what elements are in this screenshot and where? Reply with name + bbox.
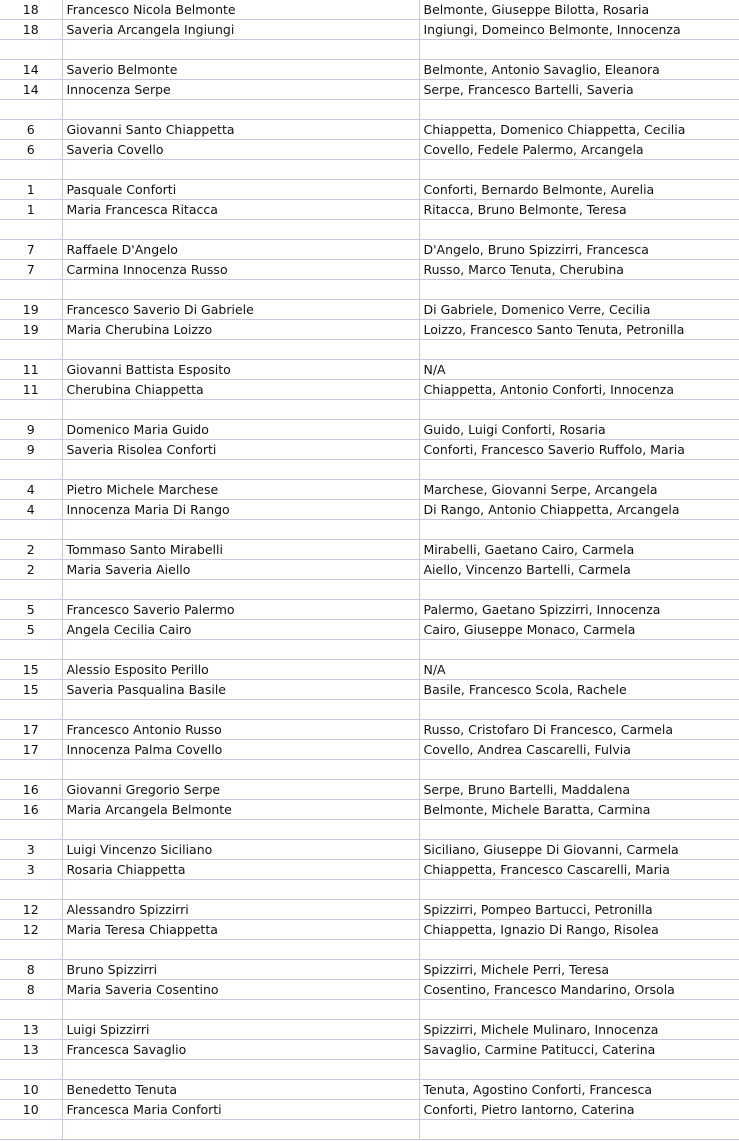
cell-name[interactable]: Francesco Nicola Belmonte <box>62 0 419 20</box>
cell-parents[interactable]: Spizzirri, Michele Perri, Teresa <box>419 960 739 980</box>
cell-parents[interactable]: Conforti, Francesco Saverio Ruffolo, Maria <box>419 440 739 460</box>
table-row <box>0 1100 739 1120</box>
table-row <box>0 340 739 360</box>
cell-number[interactable]: 2 <box>0 540 62 560</box>
cell-name[interactable]: Francesco Saverio Di Gabriele <box>62 300 419 320</box>
table-row <box>0 960 739 980</box>
cell-name[interactable] <box>62 280 419 300</box>
cell-parents[interactable]: Marchese, Giovanni Serpe, Arcangela <box>419 480 739 500</box>
cell-name[interactable] <box>62 520 419 540</box>
table-row <box>0 760 739 780</box>
cell-parents[interactable] <box>419 160 739 180</box>
table-row <box>0 900 739 920</box>
cell-name[interactable] <box>62 940 419 960</box>
cell-number[interactable] <box>0 880 62 900</box>
cell-name[interactable] <box>62 340 419 360</box>
table-row <box>0 420 739 440</box>
cell-name[interactable]: Francesco Saverio Palermo <box>62 600 419 620</box>
cell-number[interactable]: 12 <box>0 900 62 920</box>
cell-parents[interactable] <box>419 880 739 900</box>
cell-number[interactable]: 11 <box>0 360 62 380</box>
cell-number[interactable]: 7 <box>0 260 62 280</box>
cell-name[interactable]: Saveria Arcangela Ingiungi <box>62 20 419 40</box>
cell-name[interactable]: Maria Saveria Cosentino <box>62 980 419 1000</box>
cell-number[interactable] <box>0 820 62 840</box>
table-row <box>0 920 739 940</box>
cell-number[interactable] <box>0 40 62 60</box>
cell-parents[interactable] <box>419 1000 739 1020</box>
cell-number[interactable] <box>0 400 62 420</box>
cell-name[interactable] <box>62 1120 419 1140</box>
cell-number[interactable]: 5 <box>0 600 62 620</box>
cell-parents[interactable]: D'Angelo, Bruno Spizzirri, Francesca <box>419 240 739 260</box>
cell-number[interactable] <box>0 460 62 480</box>
table-row <box>0 580 739 600</box>
cell-name[interactable]: Luigi Vincenzo Siciliano <box>62 840 419 860</box>
cell-name[interactable]: Giovanni Santo Chiappetta <box>62 120 419 140</box>
cell-name[interactable] <box>62 760 419 780</box>
table-row <box>0 120 739 140</box>
cell-number[interactable]: 16 <box>0 780 62 800</box>
cell-name[interactable]: Giovanni Gregorio Serpe <box>62 780 419 800</box>
cell-number[interactable]: 16 <box>0 800 62 820</box>
cell-parents[interactable]: Belmonte, Michele Baratta, Carmina <box>419 800 739 820</box>
table-row <box>0 480 739 500</box>
cell-number[interactable]: 15 <box>0 680 62 700</box>
cell-parents[interactable]: Mirabelli, Gaetano Cairo, Carmela <box>419 540 739 560</box>
cell-parents[interactable]: Spizzirri, Michele Mulinaro, Innocenza <box>419 1020 739 1040</box>
cell-name[interactable]: Innocenza Maria Di Rango <box>62 500 419 520</box>
cell-name[interactable] <box>62 880 419 900</box>
cell-name[interactable] <box>62 700 419 720</box>
cell-name[interactable] <box>62 1060 419 1080</box>
cell-parents[interactable]: Cosentino, Francesco Mandarino, Orsola <box>419 980 739 1000</box>
table-row <box>0 80 739 100</box>
cell-name[interactable]: Alessandro Spizzirri <box>62 900 419 920</box>
cell-name[interactable]: Pietro Michele Marchese <box>62 480 419 500</box>
cell-parents[interactable] <box>419 820 739 840</box>
cell-parents[interactable]: Conforti, Pietro Iantorno, Caterina <box>419 1100 739 1120</box>
cell-name[interactable]: Benedetto Tenuta <box>62 1080 419 1100</box>
cell-number[interactable] <box>0 1060 62 1080</box>
table-row <box>0 380 739 400</box>
cell-name[interactable] <box>62 160 419 180</box>
cell-name[interactable] <box>62 640 419 660</box>
table-row <box>0 1040 739 1060</box>
cell-number[interactable]: 15 <box>0 660 62 680</box>
table-row <box>0 880 739 900</box>
table-row <box>0 640 739 660</box>
cell-parents[interactable]: Chiappetta, Francesco Cascarelli, Maria <box>419 860 739 880</box>
cell-number[interactable] <box>0 160 62 180</box>
cell-number[interactable]: 19 <box>0 300 62 320</box>
cell-parents[interactable] <box>419 340 739 360</box>
cell-parents[interactable]: Covello, Fedele Palermo, Arcangela <box>419 140 739 160</box>
table-row <box>0 1000 739 1020</box>
table-row <box>0 1060 739 1080</box>
cell-number[interactable]: 13 <box>0 1040 62 1060</box>
cell-parents[interactable]: Chiappetta, Antonio Conforti, Innocenza <box>419 380 739 400</box>
cell-name[interactable]: Luigi Spizzirri <box>62 1020 419 1040</box>
table-row <box>0 140 739 160</box>
cell-name[interactable]: Pasquale Conforti <box>62 180 419 200</box>
cell-number[interactable] <box>0 220 62 240</box>
cell-name[interactable]: Raffaele D'Angelo <box>62 240 419 260</box>
cell-name[interactable]: Francesco Antonio Russo <box>62 720 419 740</box>
cell-name[interactable] <box>62 1000 419 1020</box>
cell-parents[interactable]: Serpe, Francesco Bartelli, Saveria <box>419 80 739 100</box>
cell-number[interactable] <box>0 340 62 360</box>
cell-parents[interactable] <box>419 400 739 420</box>
cell-parents[interactable] <box>419 40 739 60</box>
cell-name[interactable]: Innocenza Palma Covello <box>62 740 419 760</box>
cell-number[interactable]: 9 <box>0 420 62 440</box>
table-row <box>0 1120 739 1140</box>
cell-name[interactable]: Maria Saveria Aiello <box>62 560 419 580</box>
cell-parents[interactable]: Covello, Andrea Cascarelli, Fulvia <box>419 740 739 760</box>
table-row <box>0 360 739 380</box>
cell-parents[interactable]: Tenuta, Agostino Conforti, Francesca <box>419 1080 739 1100</box>
cell-number[interactable]: 17 <box>0 740 62 760</box>
cell-number[interactable]: 3 <box>0 840 62 860</box>
table-row <box>0 660 739 680</box>
table-row <box>0 180 739 200</box>
cell-parents[interactable]: Belmonte, Giuseppe Bilotta, Rosaria <box>419 0 739 20</box>
table-row <box>0 240 739 260</box>
cell-number[interactable]: 3 <box>0 860 62 880</box>
table-row <box>0 440 739 460</box>
table-row <box>0 560 739 580</box>
table-row <box>0 1080 739 1100</box>
table-row <box>0 280 739 300</box>
cell-name[interactable]: Saveria Covello <box>62 140 419 160</box>
cell-name[interactable]: Saveria Pasqualina Basile <box>62 680 419 700</box>
cell-parents[interactable]: Serpe, Bruno Bartelli, Maddalena <box>419 780 739 800</box>
cell-number[interactable]: 1 <box>0 180 62 200</box>
cell-number[interactable]: 6 <box>0 120 62 140</box>
cell-number[interactable]: 8 <box>0 980 62 1000</box>
cell-parents[interactable]: Chiappetta, Domenico Chiappetta, Cecilia <box>419 120 739 140</box>
cell-parents[interactable]: Palermo, Gaetano Spizzirri, Innocenza <box>419 600 739 620</box>
table-row <box>0 320 739 340</box>
cell-number[interactable]: 10 <box>0 1080 62 1100</box>
table-row <box>0 540 739 560</box>
cell-name[interactable] <box>62 100 419 120</box>
cell-parents[interactable]: Di Rango, Antonio Chiappetta, Arcangela <box>419 500 739 520</box>
cell-parents[interactable]: Aiello, Vincenzo Bartelli, Carmela <box>419 560 739 580</box>
cell-parents[interactable]: Spizzirri, Pompeo Bartucci, Petronilla <box>419 900 739 920</box>
cell-number[interactable]: 14 <box>0 60 62 80</box>
table-row <box>0 720 739 740</box>
cell-parents[interactable]: N/A <box>419 660 739 680</box>
table-row <box>0 700 739 720</box>
cell-number[interactable]: 6 <box>0 140 62 160</box>
cell-number[interactable] <box>0 580 62 600</box>
cell-name[interactable]: Saverio Belmonte <box>62 60 419 80</box>
cell-parents[interactable]: Russo, Cristofaro Di Francesco, Carmela <box>419 720 739 740</box>
table-row <box>0 860 739 880</box>
cell-number[interactable]: 18 <box>0 20 62 40</box>
cell-number[interactable]: 7 <box>0 240 62 260</box>
cell-parents[interactable]: Ritacca, Bruno Belmonte, Teresa <box>419 200 739 220</box>
table-row <box>0 800 739 820</box>
cell-parents[interactable]: Russo, Marco Tenuta, Cherubina <box>419 260 739 280</box>
cell-number[interactable]: 11 <box>0 380 62 400</box>
cell-number[interactable]: 10 <box>0 1100 62 1120</box>
cell-name[interactable] <box>62 400 419 420</box>
cell-name[interactable] <box>62 220 419 240</box>
cell-parents[interactable]: Loizzo, Francesco Santo Tenuta, Petronilla <box>419 320 739 340</box>
table-row <box>0 620 739 640</box>
table-row <box>0 780 739 800</box>
cell-parents[interactable]: Guido, Luigi Conforti, Rosaria <box>419 420 739 440</box>
table-row <box>0 100 739 120</box>
cell-parents[interactable] <box>419 580 739 600</box>
cell-parents[interactable]: Chiappetta, Ignazio Di Rango, Risolea <box>419 920 739 940</box>
table-row <box>0 20 739 40</box>
cell-name[interactable]: Cherubina Chiappetta <box>62 380 419 400</box>
table-row <box>0 400 739 420</box>
cell-parents[interactable]: Ingiungi, Domeinco Belmonte, Innocenza <box>419 20 739 40</box>
table-row <box>0 600 739 620</box>
cell-name[interactable]: Tommaso Santo Mirabelli <box>62 540 419 560</box>
cell-number[interactable]: 19 <box>0 320 62 340</box>
cell-name[interactable] <box>62 40 419 60</box>
cell-number[interactable] <box>0 700 62 720</box>
cell-number[interactable]: 2 <box>0 560 62 580</box>
cell-number[interactable] <box>0 760 62 780</box>
cell-name[interactable]: Saveria Risolea Conforti <box>62 440 419 460</box>
cell-number[interactable]: 4 <box>0 500 62 520</box>
cell-name[interactable] <box>62 580 419 600</box>
cell-name[interactable]: Domenico Maria Guido <box>62 420 419 440</box>
table-row <box>0 220 739 240</box>
cell-number[interactable] <box>0 280 62 300</box>
cell-parents[interactable] <box>419 1120 739 1140</box>
table-row <box>0 0 739 20</box>
cell-number[interactable] <box>0 1120 62 1140</box>
cell-name[interactable]: Angela Cecilia Cairo <box>62 620 419 640</box>
cell-name[interactable]: Bruno Spizzirri <box>62 960 419 980</box>
table-row <box>0 840 739 860</box>
table-row <box>0 680 739 700</box>
cell-parents[interactable] <box>419 700 739 720</box>
cell-number[interactable]: 4 <box>0 480 62 500</box>
cell-parents[interactable] <box>419 100 739 120</box>
table-row <box>0 160 739 180</box>
table-row <box>0 740 739 760</box>
table-row <box>0 500 739 520</box>
table-row <box>0 820 739 840</box>
cell-number[interactable]: 17 <box>0 720 62 740</box>
cell-parents[interactable]: Siciliano, Giuseppe Di Giovanni, Carmela <box>419 840 739 860</box>
cell-number[interactable]: 12 <box>0 920 62 940</box>
cell-name[interactable]: Francesca Savaglio <box>62 1040 419 1060</box>
table-row <box>0 300 739 320</box>
cell-name[interactable]: Alessio Esposito Perillo <box>62 660 419 680</box>
cell-name[interactable]: Maria Arcangela Belmonte <box>62 800 419 820</box>
table-row <box>0 980 739 1000</box>
cell-parents[interactable]: N/A <box>419 360 739 380</box>
cell-parents[interactable] <box>419 1060 739 1080</box>
cell-number[interactable] <box>0 940 62 960</box>
cell-parents[interactable] <box>419 940 739 960</box>
cell-parents[interactable]: Basile, Francesco Scola, Rachele <box>419 680 739 700</box>
cell-name[interactable]: Innocenza Serpe <box>62 80 419 100</box>
table-row <box>0 200 739 220</box>
cell-parents[interactable]: Di Gabriele, Domenico Verre, Cecilia <box>419 300 739 320</box>
table-row <box>0 520 739 540</box>
cell-number[interactable]: 13 <box>0 1020 62 1040</box>
cell-number[interactable]: 5 <box>0 620 62 640</box>
cell-number[interactable]: 18 <box>0 0 62 20</box>
cell-number[interactable] <box>0 520 62 540</box>
cell-parents[interactable]: Conforti, Bernardo Belmonte, Aurelia <box>419 180 739 200</box>
cell-name[interactable] <box>62 820 419 840</box>
cell-name[interactable]: Maria Teresa Chiappetta <box>62 920 419 940</box>
table-row <box>0 1020 739 1040</box>
cell-name[interactable]: Maria Cherubina Loizzo <box>62 320 419 340</box>
table-row <box>0 940 739 960</box>
cell-parents[interactable] <box>419 520 739 540</box>
cell-name[interactable]: Carmina Innocenza Russo <box>62 260 419 280</box>
cell-number[interactable]: 8 <box>0 960 62 980</box>
cell-name[interactable]: Maria Francesca Ritacca <box>62 200 419 220</box>
cell-name[interactable]: Giovanni Battista Esposito <box>62 360 419 380</box>
cell-name[interactable] <box>62 460 419 480</box>
cell-parents[interactable] <box>419 760 739 780</box>
cell-number[interactable] <box>0 1000 62 1020</box>
cell-number[interactable] <box>0 640 62 660</box>
cell-parents[interactable]: Savaglio, Carmine Patitucci, Caterina <box>419 1040 739 1060</box>
table-row <box>0 260 739 280</box>
table-row <box>0 460 739 480</box>
cell-parents[interactable] <box>419 640 739 660</box>
cell-parents[interactable]: Belmonte, Antonio Savaglio, Eleanora <box>419 60 739 80</box>
cell-number[interactable]: 1 <box>0 200 62 220</box>
table-row <box>0 40 739 60</box>
table-row <box>0 60 739 80</box>
cell-name[interactable]: Francesca Maria Conforti <box>62 1100 419 1120</box>
cell-number[interactable]: 9 <box>0 440 62 460</box>
cell-number[interactable] <box>0 100 62 120</box>
cell-number[interactable]: 14 <box>0 80 62 100</box>
cell-parents[interactable] <box>419 220 739 240</box>
cell-parents[interactable]: Cairo, Giuseppe Monaco, Carmela <box>419 620 739 640</box>
cell-parents[interactable] <box>419 280 739 300</box>
cell-name[interactable]: Rosaria Chiappetta <box>62 860 419 880</box>
cell-parents[interactable] <box>419 460 739 480</box>
